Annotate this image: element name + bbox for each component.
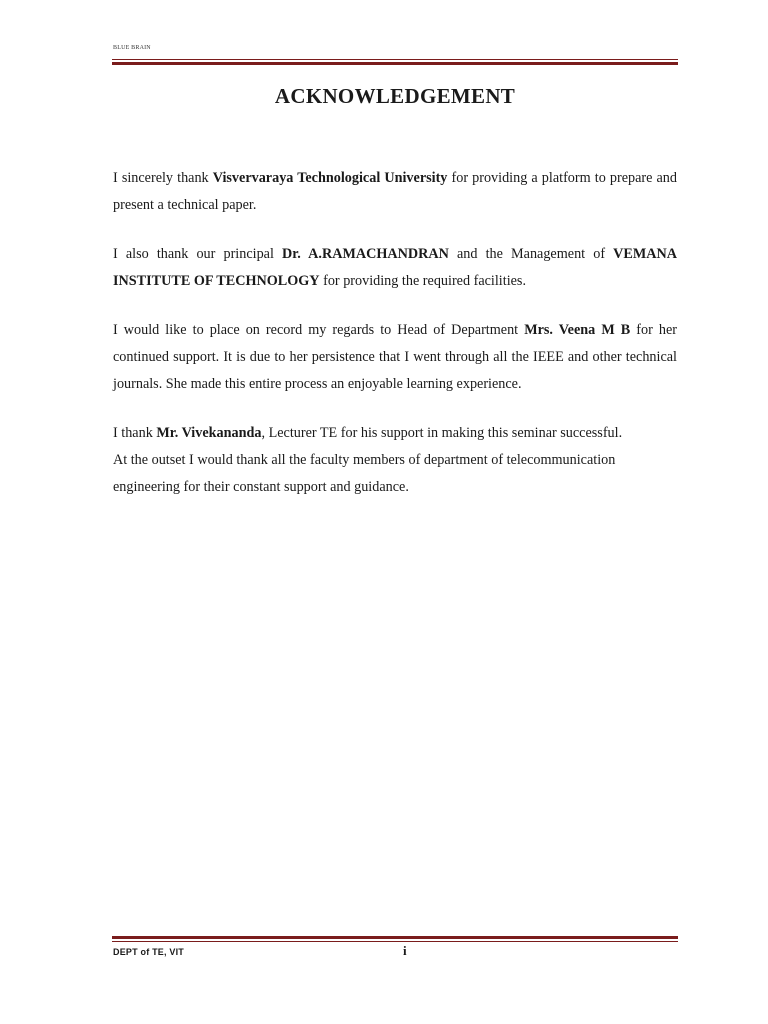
running-header: BLUE BRAIN [113, 45, 151, 51]
paragraph-lecturer [113, 420, 677, 447]
document-body [113, 165, 677, 523]
paragraph-principal [113, 241, 677, 295]
footer-rule-thin [112, 941, 678, 942]
footer-rule [112, 936, 678, 942]
text: I also thank our principal [113, 246, 283, 262]
header-rule-thick [112, 62, 678, 65]
university-name: Visvervaraya Technological University [212, 170, 448, 186]
principal-name: Dr. A.RAMACHANDRAN [282, 246, 449, 262]
paragraph-faculty [113, 447, 677, 501]
paragraph-university [113, 165, 677, 219]
text: and the Management of [448, 246, 614, 262]
text: for providing the required facilities. [319, 273, 527, 289]
footer-rule-thick [112, 936, 678, 939]
footer-dept: DEPT of TE, VIT [113, 947, 185, 957]
lecturer-name: Mr. Vivekananda [156, 425, 262, 441]
page-number: i [403, 943, 407, 958]
text: I would like to place on record my regards to Head of Department [113, 322, 525, 338]
hod-name: Mrs. Veena M B [524, 322, 631, 338]
text: , Lecturer TE for his support in making this seminar successful. [261, 425, 623, 441]
header-rule [112, 59, 678, 65]
header-rule-thin [112, 59, 678, 60]
text: I sincerely thank [113, 170, 213, 186]
text: for her continued support. It is due to her persistence that I went through all the IEEE and other technical journals. She made this entire process an enjoyable learning experience. [113, 322, 677, 392]
text: I thank [113, 425, 157, 441]
page-title: ACKNOWLEDGEMENT [274, 84, 516, 108]
text: for providing a platform to prepare and present a technical paper. [113, 170, 677, 213]
institute-name: VEMANA INSTITUTE OF TECHNOLOGY [113, 246, 678, 289]
paragraph-hod [113, 317, 677, 398]
text: At the outset I would thank all the faculty members of department of telecommunication engineering for their constant support and guidance. [113, 452, 616, 495]
